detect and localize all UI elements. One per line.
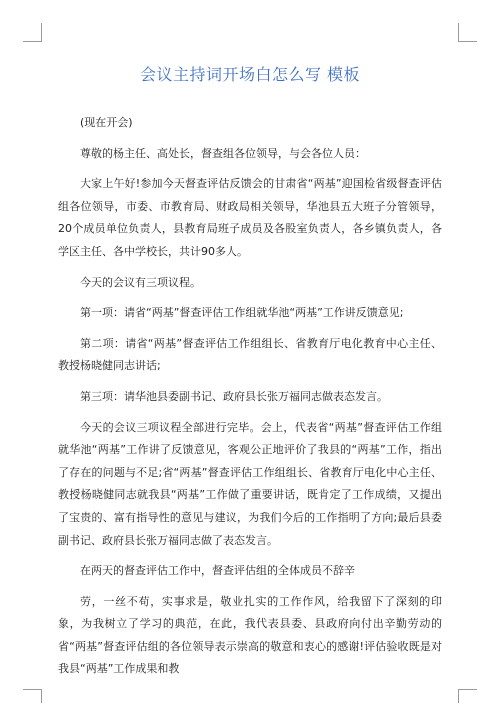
crop-mark-bottom-right xyxy=(458,689,477,690)
paragraph-agenda-item-1: 第一项：请省“两基”督查评估工作组就华池“两基”工作讲反馈意见; xyxy=(80,306,404,320)
paragraph-summary: 今天的会议三项议程全部进行完毕。会上，代表省“两基”督查评估工作组就华池“两基”工作讲了反馈意见，客观公正地评价了我县的“两基”工作，指出了存在的问题与不足;省“两基”督查评估工作组组长、省教育厅电化中心主任、教授杨晓健同志就我县“两基”工作做了重要讲话，既肯定了工作成绩，又提出了宝贵的、富有指导性的意见与建议，为我们今后的工作指明了方向;最后县委副书记、政府县长张万福同志做了表态发言。 xyxy=(58,420,442,547)
crop-mark-top-left-vertical xyxy=(41,23,42,42)
document-title: 会议主持词开场白怎么写 模板 xyxy=(139,65,361,84)
paragraph-thanks: 劳，一丝不苟，实事求是，敬业扎实的工作作风，给我留下了深刻的印象，为我树立了学习的典范，在此，我代表县委、县政府向付出辛勤劳动的省“两基”督查评估组的各位领导表示崇高的敬意和衷心的感谢!评估验收既是对我县“两基”工作成果和教 xyxy=(58,594,442,676)
paragraph-greeting: 大家上午好!参加今天督查评估反馈会的甘肃省“两基”迎国检省级督查评估组各位领导，市委、市教育局、财政局相关领导，华池县五大班子分管领导，20个成员单位负责人，县教育局班子成员及各股室负责人，各乡镇负责人，各学区主任、各中学校长，共计90多人。 xyxy=(58,177,442,258)
paragraph-agenda-intro: 今天的会议有三项议程。 xyxy=(80,275,201,289)
paragraph-agenda-item-2: 第二项：请省“两基”督查评估工作组组长、省教育厅电化教育中心主任、教授杨晓健同志讲话; xyxy=(58,336,442,373)
paragraph-evaluation-intro: 在两天的督查评估工作中，督查评估组的全体成员不辞辛 xyxy=(80,564,355,578)
paragraph-opening: (现在开会) xyxy=(80,116,133,129)
crop-mark-top-right xyxy=(458,41,477,42)
crop-mark-bottom-left xyxy=(23,689,42,690)
crop-mark-bottom-left-vertical xyxy=(41,689,42,703)
document-body xyxy=(58,112,442,689)
crop-mark-top-right-vertical xyxy=(458,23,459,42)
crop-mark-bottom-right-vertical xyxy=(458,689,459,703)
crop-mark-top-left xyxy=(23,41,42,42)
paragraph-salutation: 尊敬的杨主任、高处长，督查组各位领导，与会各位人员： xyxy=(80,146,366,160)
paragraph-agenda-item-3: 第三项：请华池县委副书记、政府县长张万福同志做表态发言。 xyxy=(80,389,388,403)
